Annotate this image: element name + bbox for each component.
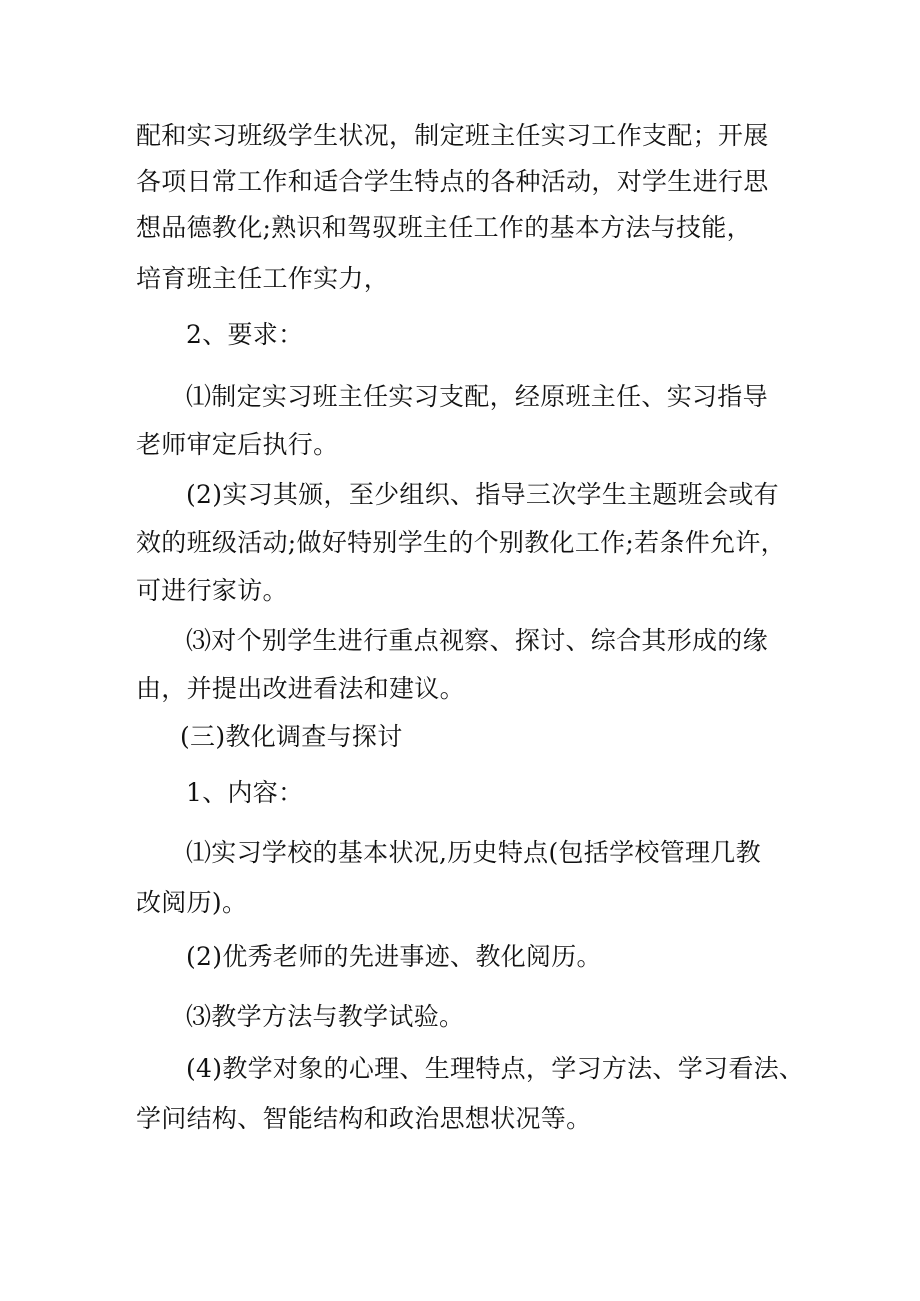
paragraph-line: (4)教学对象的心理、生理特点，学习方法、学习看法、 <box>186 1054 805 1083</box>
paragraph-line: 改阅历)。 <box>136 888 248 917</box>
paragraph-line: 想品德教化;熟识和驾驭班主任工作的基本方法与技能， <box>136 213 752 242</box>
paragraph-line: ⑴制定实习班主任实习支配，经原班主任、实习指导 <box>186 382 768 411</box>
paragraph-line: 由，并提出改进看法和建议。 <box>136 674 465 703</box>
paragraph-line: (2)实习其颁，至少组织、指导三次学生主题班会或有 <box>186 480 779 509</box>
paragraph-line: 配和实习班级学生状况，制定班主任实习工作支配；开展 <box>136 121 769 150</box>
paragraph-line: ⑶对个别学生进行重点视察、探讨、综合其形成的缘 <box>186 626 768 655</box>
section-heading: 2、要求： <box>186 320 304 349</box>
paragraph-line: ⑶教学方法与教学试验。 <box>186 1002 465 1031</box>
paragraph-line: 培育班主任工作实力， <box>136 264 390 293</box>
paragraph-line: 各项日常工作和适合学生特点的各种活动，对学生进行思 <box>136 167 769 196</box>
paragraph-line: (2)优秀老师的先进事迹、教化阅历。 <box>186 942 602 971</box>
paragraph-line: ⑴实习学校的基本状况,历史特点(包括学校管理几教 <box>186 838 761 867</box>
section-heading: 1、内容： <box>186 778 304 807</box>
paragraph-line: 学问结构、智能结构和政治思想状况等。 <box>136 1104 592 1133</box>
paragraph-line: 老师审定后执行。 <box>136 430 339 459</box>
paragraph-line: 可进行家访。 <box>136 576 288 605</box>
section-heading: (三)教化调查与探讨 <box>180 722 403 751</box>
paragraph-line: 效的班级活动;做好特别学生的个别教化工作;若条件允许， <box>136 528 786 557</box>
